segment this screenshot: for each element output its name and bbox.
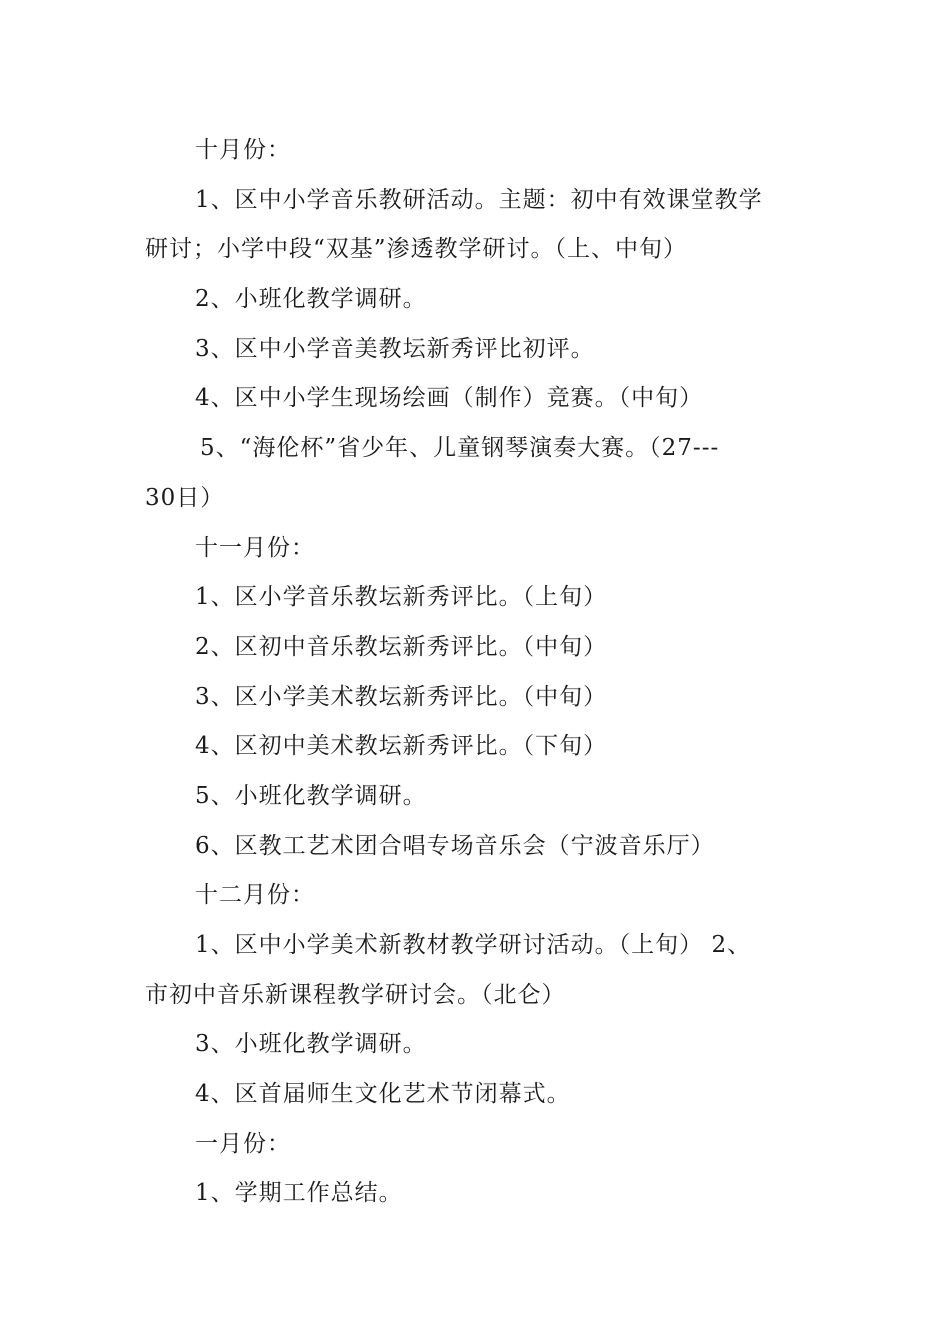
paragraph-line: 6、区教工艺术团合唱专场音乐会（宁波音乐厅） [195, 832, 715, 859]
section-heading-november: 十一月份： [195, 534, 315, 561]
paragraph-line: 30日） [145, 484, 225, 511]
section-heading-october: 十月份： [195, 137, 291, 163]
paragraph-line: 1、区小学音乐教坛新秀评比。（上旬） [195, 584, 608, 611]
section-heading-january: 一月份： [195, 1130, 291, 1157]
paragraph-line: 2、区初中音乐教坛新秀评比。（中旬） [195, 633, 608, 660]
paragraph-line: 4、区中小学生现场绘画（制作）竞赛。（中旬） [195, 385, 704, 412]
paragraph-line: 1、学期工作总结。 [195, 1180, 403, 1207]
document-body [145, 126, 815, 1219]
paragraph-line: 3、区中小学音美教坛新秀评比初评。 [195, 335, 595, 362]
paragraph-line: 1、区中小学美术新教材教学研讨活动。（上旬） 2、 [195, 932, 752, 958]
paragraph-line: 3、区小学美术教坛新秀评比。（中旬） [195, 683, 608, 710]
paragraph-line: 2、小班化教学调研。 [195, 286, 427, 313]
paragraph-line: 5、小班化教学调研。 [195, 782, 427, 809]
section-heading-december: 十二月份： [195, 882, 315, 909]
paragraph-line: 1、区中小学音乐教研活动。主题：初中有效课堂教学 [195, 186, 763, 213]
paragraph-line: 4、区首届师生文化艺术节闭幕式。 [195, 1081, 571, 1108]
paragraph-line: 研讨；小学中段“双基”渗透教学研讨。（上、中旬） [145, 236, 688, 263]
paragraph-line: 4、区初中美术教坛新秀评比。（下旬） [195, 733, 608, 760]
paragraph-line: 市初中音乐新课程教学研讨会。（北仑） [145, 981, 566, 1008]
paragraph-line: 5、“海伦杯”省少年、儿童钢琴演奏大赛。（27--- [200, 435, 720, 462]
paragraph-line: 3、小班化教学调研。 [195, 1031, 427, 1058]
